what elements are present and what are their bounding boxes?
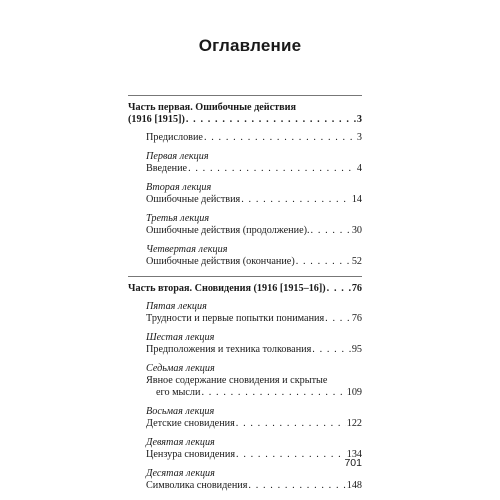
part2-line[interactable] — [128, 283, 362, 295]
leader-dots — [312, 344, 351, 356]
entry-text: Цензура сновидения — [146, 449, 236, 460]
leader-dots — [325, 313, 351, 325]
page-title: Оглавление — [198, 36, 302, 55]
entry-page: 109 — [346, 387, 362, 398]
leader-dots — [236, 418, 346, 430]
entry-lecture-7[interactable] — [146, 363, 362, 399]
entry-page: 95 — [351, 344, 362, 355]
lecture-label: Третья лекция — [146, 213, 210, 224]
leader-dots — [327, 283, 351, 295]
lecture-label: Первая лекция — [146, 151, 209, 162]
entry-page: 134 — [346, 449, 362, 460]
entry-page: 122 — [346, 418, 362, 429]
entry-lecture-5[interactable] — [146, 301, 362, 325]
leader-dots — [311, 225, 351, 237]
entry-lecture-9[interactable] — [146, 437, 362, 461]
part2-section — [128, 277, 362, 492]
part2-heading: Часть вторая. Сновидения (1916 [1915–16]) — [128, 283, 326, 294]
entry-lecture-2[interactable] — [146, 182, 362, 206]
entry-page: 30 — [351, 225, 362, 236]
part1-heading: Часть первая. Ошибочные действия — [128, 102, 297, 113]
entry-lecture-6[interactable] — [146, 332, 362, 356]
leader-dots — [201, 387, 345, 399]
entry-preface[interactable] — [146, 132, 362, 144]
entry-page: 148 — [346, 480, 362, 491]
lecture-label: Девятая лекция — [146, 437, 215, 448]
entry-lecture-10[interactable] — [146, 468, 362, 492]
entry-text: Ошибочные действия (продолжение). — [146, 225, 310, 236]
entry-text: Предисловие — [146, 132, 203, 143]
entry-text-line1: Явное содержание сновидения и скрытые — [146, 375, 328, 386]
table-of-contents — [128, 95, 362, 492]
entry-page: 52 — [351, 256, 362, 267]
entry-page: 76 — [351, 313, 362, 324]
entry-lecture-3[interactable] — [146, 213, 362, 237]
entry-text: Детские сновидения — [146, 418, 235, 429]
entry-text: его мысли — [156, 387, 201, 398]
lecture-label: Шестая лекция — [146, 332, 215, 343]
leader-dots — [241, 194, 351, 206]
leader-dots — [248, 480, 345, 492]
part1-years: (1916 [1915]) — [128, 114, 185, 125]
entry-text: Трудности и первые попытки понимания — [146, 313, 325, 324]
lecture-label: Десятая лекция — [146, 468, 215, 479]
leader-dots — [236, 449, 346, 461]
part1-line[interactable] — [128, 114, 362, 126]
leader-dots — [188, 163, 356, 175]
lecture-label: Вторая лекция — [146, 182, 212, 193]
entry-text: Введение — [146, 163, 188, 174]
entry-lecture-8[interactable] — [146, 406, 362, 430]
entry-text: Ошибочные действия — [146, 194, 241, 205]
lecture-label: Четвертая лекция — [146, 244, 228, 255]
entry-page: 3 — [356, 132, 362, 143]
leader-dots — [296, 256, 351, 268]
page-number: 701 — [344, 457, 362, 469]
entry-text: Символика сновидения — [146, 480, 248, 491]
entry-page: 14 — [351, 194, 362, 205]
entry-page: 4 — [356, 163, 362, 174]
part2-page: 76 — [351, 283, 362, 294]
part1-page: 3 — [356, 114, 362, 125]
entry-lecture-1[interactable] — [146, 151, 362, 175]
leader-dots — [186, 114, 356, 126]
entry-text: Предположения и техника толкования — [146, 344, 312, 355]
entry-lecture-4[interactable] — [146, 244, 362, 268]
part1-section — [128, 95, 362, 268]
leader-dots — [204, 132, 356, 144]
lecture-label: Восьмая лекция — [146, 406, 215, 417]
lecture-label: Пятая лекция — [146, 301, 207, 312]
entry-text: Ошибочные действия (окончание) — [146, 256, 295, 267]
lecture-label: Седьмая лекция — [146, 363, 215, 374]
